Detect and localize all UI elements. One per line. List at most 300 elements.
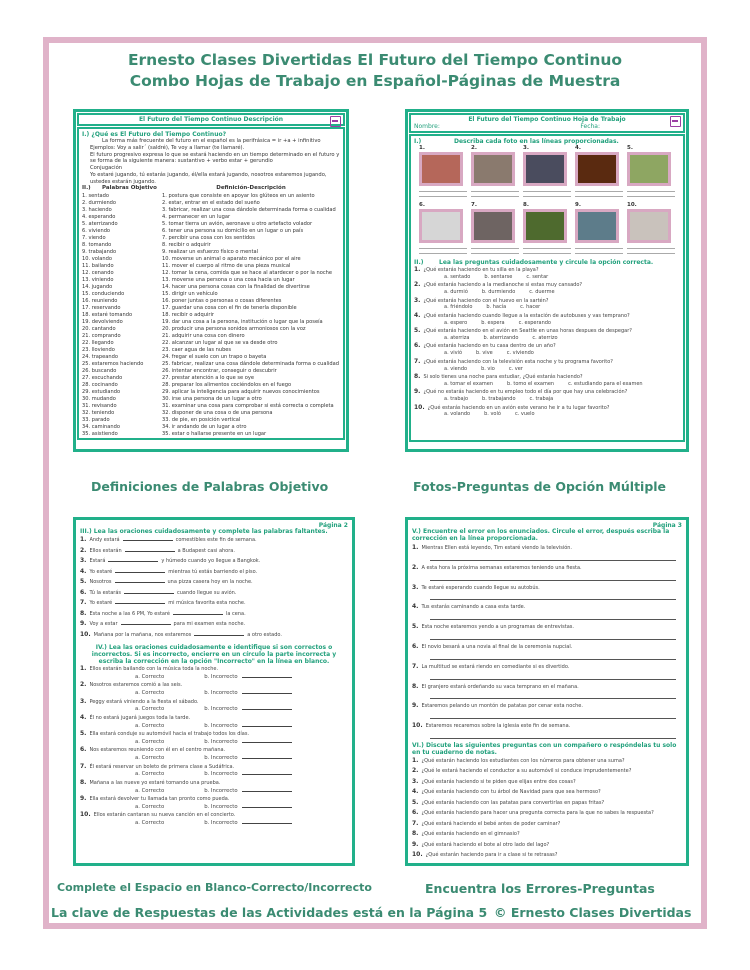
- item-number: 8.: [80, 778, 87, 786]
- definition-row: [82, 431, 340, 438]
- target-word: 32. teniendo: [82, 410, 115, 417]
- option-correct[interactable]: a. Correcto: [135, 722, 165, 729]
- definition-text: 9. realizar un esfuerzo físico o mental: [162, 248, 258, 255]
- question-text: Si solo tienes una noche para estudiar, ¿Qué estarás haciendo?: [423, 374, 583, 381]
- target-word: 35. asistiendo: [82, 431, 118, 438]
- correction-line[interactable]: [430, 654, 676, 660]
- option-correct[interactable]: a. Correcto: [135, 690, 165, 697]
- mc-option-c[interactable]: c. duerme: [529, 289, 555, 296]
- mc-option-a[interactable]: a. tomar el examen: [444, 380, 494, 387]
- photo-item: [419, 202, 467, 243]
- definition-text: 31. examinar una cosa para comprobar si está correcta o completa: [162, 403, 334, 410]
- ci-options: [80, 770, 348, 778]
- item-number: 10.: [80, 630, 91, 638]
- item-number: 8.: [412, 682, 419, 690]
- ci-options: [80, 787, 348, 795]
- label-fill-correct: Complete el Espacio en Blanco-Correcto/Incorrecto: [57, 881, 372, 894]
- photo-image: [526, 212, 564, 240]
- page2-header: [409, 113, 685, 133]
- target-word: 17. reservando: [82, 305, 121, 312]
- fill-item: [80, 598, 348, 609]
- option-correct[interactable]: a. Correcto: [135, 706, 165, 713]
- definitions-list: [82, 193, 340, 439]
- item-number: 7.: [80, 762, 87, 770]
- option-incorrect[interactable]: b. Incorrecto: [204, 771, 238, 778]
- photo-frame: [523, 209, 567, 243]
- definition-text: 1. postura que consiste en apoyar los glúteos en un asiento: [162, 192, 315, 199]
- sentence-start: Nosotros: [89, 579, 112, 585]
- logo-icon: [670, 116, 681, 127]
- definition-text: 8. recibir o adquirir: [162, 241, 211, 248]
- logo-icon: [330, 116, 341, 127]
- option-incorrect[interactable]: b. Incorrecto: [204, 803, 238, 810]
- correction-line[interactable]: [430, 674, 676, 680]
- page2-title: El Futuro del Tiempo Continuo Hoja de Trabajo: [468, 116, 626, 123]
- item-number: 3.: [80, 557, 87, 564]
- mc-option-c[interactable]: c. ver: [508, 365, 523, 372]
- definition-row: [82, 242, 340, 249]
- photo-image: [526, 155, 564, 183]
- correction-blank[interactable]: [242, 738, 292, 743]
- photo-image: [474, 212, 512, 240]
- option-incorrect[interactable]: b. Incorrecto: [204, 690, 238, 697]
- question-text: ¿Qué estarás haciendo en el gimnasio?: [421, 831, 520, 838]
- sentence-text: Ellos estarán cantaran su nueva canción en el concierto.: [93, 812, 236, 819]
- definition-text: 24. fregar el suelo con un trapo o bayeta: [162, 354, 267, 361]
- item-number: 10.: [412, 851, 423, 859]
- photo-number: 5.: [627, 145, 633, 151]
- definition-row: [82, 249, 340, 256]
- ci-sentence: [80, 730, 348, 738]
- mc-option-c[interactable]: c. aterrizo: [532, 334, 558, 341]
- definition-text: 3. fabricar, realizar una cosa dándole determinada forma o cualidad: [162, 206, 336, 213]
- definition-text: 20. producir una persona sonidos armoniosos con la voz: [162, 326, 306, 333]
- mc-option-b[interactable]: b. trabajando: [482, 396, 516, 403]
- option-correct[interactable]: a. Correcto: [135, 803, 165, 810]
- question-number: 7.: [414, 357, 421, 365]
- definition-text: 10. moverse un animal o aparato mecánico por el aire: [162, 255, 301, 262]
- ci-sentence: [80, 779, 348, 787]
- correction-line[interactable]: [430, 614, 676, 620]
- mc-questions: [414, 266, 680, 419]
- target-word: 7. viendo: [82, 234, 106, 241]
- correction-line[interactable]: [430, 733, 676, 739]
- sentence-text: El novio besará a una novia al final de la ceremonia nupcial.: [421, 643, 573, 650]
- photo-image: [578, 212, 616, 240]
- target-word: 2. durmiendo: [82, 199, 117, 206]
- target-word: 31. revisando: [82, 403, 117, 410]
- mc-option-c[interactable]: c. esperando: [518, 319, 551, 326]
- target-word: 33. parado: [82, 417, 110, 424]
- sentence-start: Estará: [89, 558, 106, 564]
- option-incorrect[interactable]: b. Incorrecto: [204, 673, 238, 680]
- mc-option-c[interactable]: c. vuelo: [514, 411, 535, 418]
- question-text: ¿Qué estarás haciendo si te piden que elijas entre dos cosas?: [421, 778, 576, 785]
- definition-row: [82, 235, 340, 242]
- photo-frame: [419, 209, 463, 243]
- question-number: 4.: [414, 311, 421, 319]
- mc-option-a[interactable]: a. espero: [444, 319, 468, 326]
- item-number: 5.: [412, 798, 419, 806]
- definition-row: [82, 207, 340, 214]
- option-incorrect-wrap: [204, 705, 291, 713]
- photo-item: [627, 145, 675, 186]
- definition-text: 12. tomar la cena, comida que se hace al atardecer o por la noche: [162, 270, 332, 276]
- definition-text: 15. dirigir un vehículo: [162, 291, 218, 298]
- ci-sentence: [80, 763, 348, 771]
- blank-field[interactable]: [125, 547, 175, 552]
- option-incorrect-wrap: [204, 722, 291, 730]
- sentence-text: Esta noche estaremos yendo a un programas de entrevistas.: [421, 624, 574, 631]
- definition-text: 22. alcanzar un lugar al que se va desde otro: [162, 340, 278, 347]
- fill-item: [80, 630, 348, 641]
- definition-row: [82, 228, 340, 235]
- blank-field[interactable]: [121, 620, 171, 625]
- mc-options: [414, 304, 680, 312]
- mc-option-a[interactable]: a. trabajo: [444, 396, 469, 403]
- label-definitions: Definiciones de Palabras Objetivo: [91, 479, 329, 494]
- definition-text: 13. moverse una persona o una cosa hacia un lugar: [162, 277, 295, 284]
- item-number: 6.: [412, 809, 419, 817]
- definition-text: 16. poner juntas o personas o cosas diferentes: [162, 298, 282, 305]
- mc-option-b[interactable]: b. hacía: [486, 304, 507, 311]
- error-sentence: [412, 603, 682, 611]
- question-text: ¿Qué estarás haciendo a la medianoche si estas muy cansado?: [423, 282, 583, 289]
- item-number: 5.: [412, 623, 419, 631]
- photos-heading: I.) Describa cada foto en las líneas proporcionadas.: [414, 138, 619, 145]
- photo-item: [419, 145, 467, 186]
- item-number: 1.: [412, 544, 419, 551]
- option-correct[interactable]: a. Correcto: [135, 771, 165, 778]
- discussion-question: [412, 798, 682, 809]
- label-photos-mc: Fotos-Preguntas de Opción Múltiple: [413, 479, 667, 494]
- ci-options: [80, 705, 348, 713]
- blank-field[interactable]: [108, 557, 158, 562]
- option-incorrect-wrap: [204, 787, 291, 795]
- photo-image: [474, 155, 512, 183]
- photo-number: 9.: [575, 202, 581, 208]
- correction-blank[interactable]: [242, 819, 292, 824]
- answer-lines: [414, 191, 680, 197]
- sentence-start: Mañana por la mañana, nos estaremos: [93, 631, 192, 638]
- ci-sentence: [80, 795, 348, 803]
- correction-line[interactable]: [430, 555, 676, 561]
- item-number: 10.: [412, 722, 423, 730]
- target-word: 5. aterrizando: [82, 220, 118, 227]
- sentence-text: El granjero estará ordeñando su vaca temprano en el mañana.: [421, 683, 579, 690]
- fill-item: [80, 535, 348, 546]
- item-number: 3.: [80, 697, 87, 705]
- question-number: 9.: [414, 388, 421, 396]
- mc-option-a[interactable]: a. volando: [444, 411, 471, 418]
- mc-option-b[interactable]: b. vive: [476, 350, 493, 357]
- mc-option-b[interactable]: b. vio: [481, 365, 495, 372]
- definition-text: 11. mover el cuerpo al ritmo de una pieza musical: [162, 262, 291, 269]
- sentence-start: Esta noche a las 6 PM, Yo estaré: [89, 610, 171, 617]
- sentence-end: cuando llegue su avión.: [177, 589, 237, 596]
- page-definitions: [73, 109, 349, 452]
- page1-body: [77, 127, 345, 440]
- mc-option-c[interactable]: c. viviendo: [506, 350, 534, 357]
- photo-item: [471, 145, 519, 186]
- target-word: 13. viniendo: [82, 277, 114, 284]
- fill-item: [80, 609, 348, 620]
- correction-blank[interactable]: [242, 803, 292, 808]
- mc-option-b[interactable]: b. voló: [484, 411, 501, 418]
- discussion-question: [412, 756, 682, 767]
- blank-field[interactable]: [123, 536, 173, 541]
- mc-option-c[interactable]: c. hacer: [520, 304, 541, 311]
- mc-option-a[interactable]: a. vivió: [444, 350, 462, 357]
- mc-option-a[interactable]: a. viendo: [444, 365, 468, 372]
- sentence-end: y húmedo cuando yo llegue a Bangkok.: [161, 558, 261, 564]
- blank-field[interactable]: [124, 589, 174, 594]
- option-correct[interactable]: a. Correcto: [135, 755, 165, 762]
- correction-blank[interactable]: [242, 722, 292, 727]
- mc-option-b[interactable]: b. durmiendo: [481, 289, 516, 296]
- correction-blank[interactable]: [242, 673, 292, 678]
- definition-row: [82, 193, 340, 200]
- option-incorrect[interactable]: b. Incorrecto: [204, 738, 238, 745]
- correction-blank[interactable]: [242, 770, 292, 775]
- item-number: 1.: [412, 756, 419, 764]
- sentence-end: para mi examen esta noche.: [173, 621, 246, 627]
- mc-options: [414, 396, 680, 404]
- discussion-question: [412, 819, 682, 830]
- mc-options: [414, 411, 680, 419]
- question-number: 1.: [414, 266, 421, 273]
- ci-sentence: [80, 665, 348, 673]
- definition-row: [82, 200, 340, 207]
- definition-row: [82, 221, 340, 228]
- target-word: 25. estaremos haciendo: [82, 361, 144, 368]
- fill-item: [80, 588, 348, 599]
- ci-options: [80, 722, 348, 730]
- mc-options: [414, 366, 680, 374]
- mc-option-b[interactable]: b. aterrizando: [483, 334, 519, 341]
- photo-image: [630, 212, 668, 240]
- ci-sentence: [80, 811, 348, 819]
- error-sentence: [412, 663, 682, 671]
- definition-text: 29. aplicar la inteligencia para adquirir nuevos conocimientos: [162, 389, 320, 396]
- question-text: ¿Qué estarán haciendo los estudiantes con los números para obtener una suma?: [421, 757, 625, 764]
- definition-text: 33. de pie, en posición vertical: [162, 417, 241, 424]
- sentence-text: Ella estará conduje su automóvil hacia el trabajo todos los días.: [89, 731, 250, 738]
- mc-question: [414, 358, 680, 366]
- mc-option-b[interactable]: b. sentarse: [484, 273, 513, 280]
- sentence-end: comestibles este fin de semana.: [175, 537, 257, 543]
- mc-option-b[interactable]: b. espera: [481, 319, 505, 326]
- photo-item: [575, 202, 623, 243]
- sentence-text: Mañana a las nueve yo estaré tomando una prueba.: [89, 779, 221, 786]
- option-incorrect-wrap: [204, 819, 291, 827]
- section4-heading: IV.) Lea las oraciones cuidadosamente e identifique si son correctos o incorrectos. Si es incorrecto, encierre en un círculo la parte incorrecta y escriba la corrección en la opción "Incorrecto" en la línea en blanco.: [91, 644, 337, 665]
- target-word: 3. haciendo: [82, 206, 112, 213]
- option-incorrect[interactable]: b. Incorrecto: [204, 787, 238, 794]
- target-word: 20. cantando: [82, 326, 116, 333]
- definition-row: [82, 417, 340, 424]
- option-incorrect-wrap: [204, 689, 291, 697]
- photo-number: 8.: [523, 202, 529, 208]
- copyright: © Ernesto Clases Divertidas: [494, 905, 692, 920]
- photo-number: 10.: [627, 202, 637, 208]
- mc-option-c[interactable]: c. trabaja: [529, 396, 554, 403]
- question-text: ¿Qué estarás haciendo cuando llegue a la estación de autobuses y vas temprano?: [423, 312, 630, 319]
- option-incorrect-wrap: [204, 770, 291, 778]
- photo-frame: [419, 152, 463, 186]
- definition-row: [82, 319, 340, 326]
- definition-text: 25. fabricar, realizar una cosa dándole determinada forma o cualidad: [162, 361, 339, 368]
- mc-option-a[interactable]: a. friéndolo: [444, 304, 473, 311]
- blank-field[interactable]: [194, 631, 244, 636]
- item-number: 4.: [412, 603, 419, 611]
- definition-text: 27. prestar atención a lo que se oye: [162, 375, 254, 382]
- sentence-text: Ella estará devolver tu llamada tan pronto como pueda.: [89, 796, 230, 803]
- item-number: 3.: [412, 583, 419, 591]
- definition-row: [82, 424, 340, 431]
- item-number: 5.: [80, 578, 87, 585]
- correction-line[interactable]: [430, 575, 676, 581]
- error-sentence: [412, 544, 682, 552]
- definition-text: 4. permanecer en un lugar: [162, 213, 231, 220]
- definition-row: [82, 277, 340, 284]
- item-number: 5.: [80, 730, 87, 738]
- error-sentence: [412, 623, 682, 631]
- fill-item: [80, 556, 348, 567]
- option-correct[interactable]: a. Correcto: [135, 673, 165, 680]
- question-text: ¿Qué estarás haciendo en tu silla en la playa?: [423, 267, 539, 273]
- question-number: 2.: [414, 281, 421, 289]
- question-text: ¿Qué estarán haciendo para ir a clase si te retrasas?: [425, 852, 558, 859]
- target-word: 8. tomando: [82, 241, 112, 248]
- option-incorrect-wrap: [204, 754, 291, 762]
- sentence-text: Peggy estará viniendo a la fiesta el sábado.: [89, 698, 199, 705]
- correction-blank[interactable]: [242, 705, 292, 710]
- correction-line[interactable]: [430, 634, 676, 640]
- ci-options: [80, 673, 348, 681]
- item-number: 3.: [412, 777, 419, 785]
- discussion-question: [412, 777, 682, 788]
- mc-options: [414, 335, 680, 343]
- correction-line[interactable]: [430, 693, 676, 699]
- blank-field[interactable]: [115, 599, 165, 604]
- mc-option-a[interactable]: a. sentado: [444, 273, 471, 280]
- discussion-list: [412, 756, 682, 861]
- question-number: 10.: [414, 403, 425, 411]
- correction-blank[interactable]: [242, 754, 292, 759]
- item-number: 9.: [80, 620, 87, 627]
- photo-grid-row2: [414, 202, 680, 243]
- definition-text: 30. irse una persona de un lugar a otro: [162, 396, 262, 403]
- mc-option-c[interactable]: c. sentar: [526, 273, 549, 280]
- photo-item: [627, 202, 675, 243]
- sentence-start: Yo estaré: [89, 568, 113, 575]
- ci-options: [80, 819, 348, 827]
- definition-text: 14. hacer una persona cosas con la finalidad de divertirse: [162, 284, 310, 291]
- mc-options: [414, 289, 680, 297]
- target-word: 1. sentado: [82, 192, 109, 199]
- definition-row: [82, 382, 340, 389]
- question-text: ¿Qué estarás haciendo con el huevo en la sartén?: [423, 297, 549, 304]
- option-incorrect[interactable]: b. Incorrecto: [204, 722, 238, 729]
- sentence-text: Nosotros estaremos comió a las seis.: [89, 682, 183, 689]
- target-word: 30. mudando: [82, 396, 116, 403]
- error-sentence: [412, 564, 682, 572]
- mc-question: [414, 266, 680, 274]
- question-number: 3.: [414, 296, 421, 304]
- item-number: 9.: [412, 702, 419, 710]
- sentence-end: mientras tú estás barriendo el piso.: [168, 568, 258, 575]
- mc-options: [414, 381, 680, 389]
- mc-option-a[interactable]: a. aterriza: [444, 334, 470, 341]
- date-label: Fecha:: [580, 123, 600, 130]
- definition-text: 21. adquirir una cosa con dinero: [162, 333, 245, 340]
- sentence-text: Te estaré esperando cuando llegue su autobús.: [421, 584, 540, 591]
- option-incorrect[interactable]: b. Incorrecto: [204, 706, 238, 713]
- ci-sentence: [80, 681, 348, 689]
- question-text: ¿Qué no estarás haciendo en tu empleo todo el día por que hay una celebración?: [423, 389, 628, 396]
- sentence-text: La multitud se estará riendo en comediante si es divertido.: [421, 663, 570, 670]
- mc-option-a[interactable]: a. durmió: [444, 289, 468, 296]
- correction-blank[interactable]: [242, 689, 292, 694]
- option-correct[interactable]: a. Correcto: [135, 820, 165, 827]
- blank-field[interactable]: [173, 610, 223, 615]
- definition-row: [82, 291, 340, 298]
- photo-item: [523, 202, 571, 243]
- photo-image: [422, 155, 460, 183]
- blank-field[interactable]: [115, 578, 165, 583]
- header-title-line2: Combo Hojas de Trabajo en Español-Páginas de Muestra: [129, 72, 621, 90]
- photo-frame: [575, 152, 619, 186]
- mc-option-c[interactable]: c. estudiando para el examen: [568, 380, 643, 387]
- item-number: 4.: [412, 788, 419, 796]
- correction-blank[interactable]: [242, 787, 292, 792]
- option-correct[interactable]: a. Correcto: [135, 738, 165, 745]
- option-incorrect[interactable]: b. Incorrecto: [204, 820, 238, 827]
- target-word: 19. devolviendo: [82, 319, 123, 326]
- question-number: 8.: [414, 373, 421, 381]
- sentence-end: a Budapest casi ahora.: [177, 547, 235, 554]
- blank-field[interactable]: [115, 568, 165, 573]
- option-correct[interactable]: a. Correcto: [135, 787, 165, 794]
- target-word: 14. jugando: [82, 284, 113, 291]
- fill-item: [80, 577, 348, 588]
- error-sentence: [412, 643, 682, 651]
- definition-text: 23. caer agua de las nubes: [162, 347, 232, 354]
- page-number: Página 3: [652, 522, 682, 529]
- definition-row: [82, 214, 340, 221]
- page1-header: [77, 113, 345, 126]
- sentence-text: Él no estará jugará juegos toda la tarde.: [89, 714, 191, 721]
- header-title-line1: Ernesto Clases Divertidas El Futuro del Tiempo Continuo: [127, 51, 623, 69]
- option-incorrect[interactable]: b. Incorrecto: [204, 755, 238, 762]
- ci-sentence: [80, 714, 348, 722]
- item-number: 2.: [412, 767, 419, 775]
- sentence-end: una pizza casera hoy en la noche.: [167, 579, 253, 585]
- section5-heading: V.) Encuentre el error en los enunciados. Circule el error, después escriba la corrección en la línea proporcionada.: [412, 528, 670, 542]
- ci-options: [80, 738, 348, 746]
- mc-question: [414, 388, 680, 396]
- sentence-text: Mientras Ellen está leyendo, Tim estaré viendo la televisión.: [421, 545, 573, 551]
- sentence-start: Tú la estarás: [89, 589, 121, 596]
- ci-options: [80, 803, 348, 811]
- sentence-start: Yo estaré: [89, 600, 113, 606]
- mc-option-b[interactable]: b. tomo el examen: [507, 380, 555, 387]
- question-text: ¿Qué estarás haciendo en tu casa dentro de un año?: [423, 343, 556, 350]
- correction-line[interactable]: [430, 594, 676, 600]
- target-word: 9. trabajando: [82, 248, 117, 255]
- correction-line[interactable]: [430, 713, 676, 719]
